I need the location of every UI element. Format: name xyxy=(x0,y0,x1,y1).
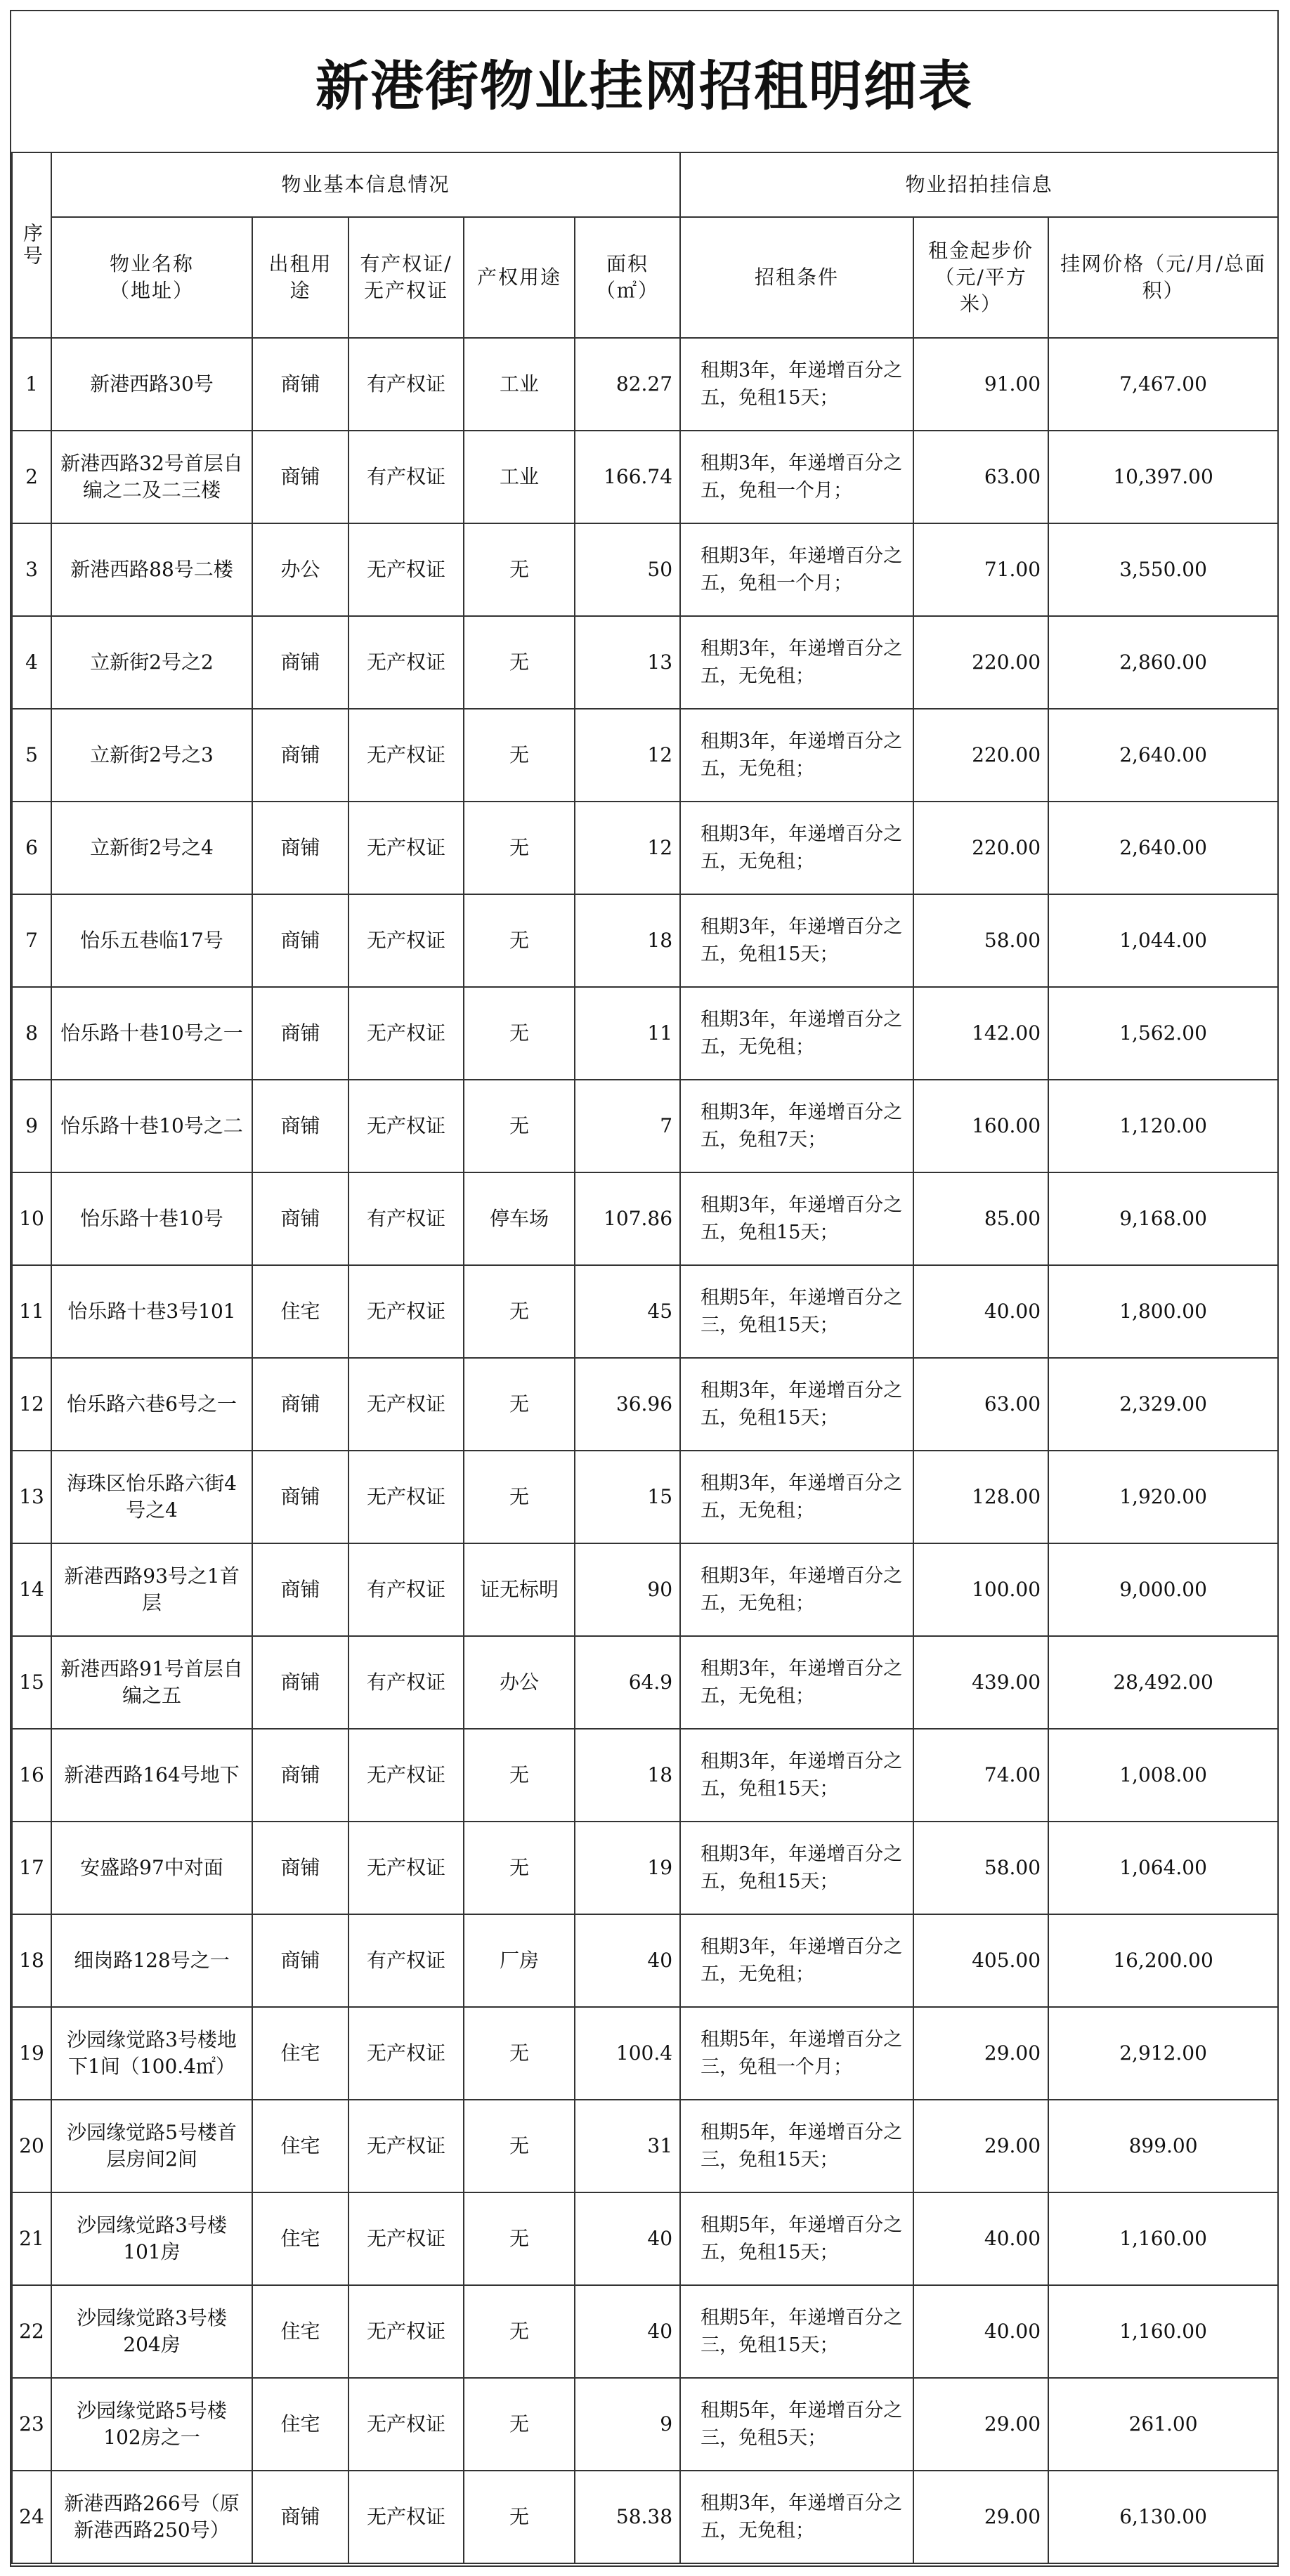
cell-terms: 租期5年，年递增百分之三，免租15天； xyxy=(680,2100,913,2192)
cell-area: 166.74 xyxy=(575,431,680,523)
cell-price-per: 128.00 xyxy=(913,1451,1048,1543)
cell-terms: 租期3年，年递增百分之五，无免租； xyxy=(680,616,913,709)
cell-use: 商铺 xyxy=(252,1358,348,1451)
cell-area: 40 xyxy=(575,2285,680,2378)
cell-cert: 无产权证 xyxy=(348,616,464,709)
table-row xyxy=(12,338,1278,431)
table-row xyxy=(12,2471,1278,2563)
cell-terms: 租期3年，年递增百分之五，免租15天； xyxy=(680,1729,913,1822)
cell-prop-use: 无 xyxy=(464,2471,575,2563)
cell-price-per: 40.00 xyxy=(913,2285,1048,2378)
cell-seq: 5 xyxy=(12,709,51,802)
cell-seq: 18 xyxy=(12,1914,51,2007)
table-row xyxy=(12,1451,1278,1543)
cell-seq: 9 xyxy=(12,1080,51,1172)
cell-price-per: 29.00 xyxy=(913,2007,1048,2100)
cell-terms: 租期5年，年递增百分之三，免租15天； xyxy=(680,2285,913,2378)
cell-price-per: 405.00 xyxy=(913,1914,1048,2007)
table-row xyxy=(12,2378,1278,2471)
cell-terms: 租期3年，年递增百分之五，免租15天； xyxy=(680,1358,913,1451)
cell-use: 商铺 xyxy=(252,709,348,802)
cell-prop-use: 办公 xyxy=(464,1636,575,1729)
header-name: 物业名称 （地址） xyxy=(51,217,252,338)
cell-terms: 租期3年，年递增百分之五，无免租； xyxy=(680,2471,913,2563)
cell-name: 怡乐路十巷10号 xyxy=(51,1172,252,1265)
cell-area: 50 xyxy=(575,523,680,616)
table-row xyxy=(12,709,1278,802)
cell-price-total: 1,160.00 xyxy=(1048,2192,1278,2285)
cell-seq: 3 xyxy=(12,523,51,616)
cell-terms: 租期3年，年递增百分之五，免租7天； xyxy=(680,1080,913,1172)
cell-terms: 租期3年，年递增百分之五，无免租； xyxy=(680,802,913,894)
cell-use: 商铺 xyxy=(252,2471,348,2563)
cell-name: 怡乐路六巷6号之一 xyxy=(51,1358,252,1451)
cell-area: 45 xyxy=(575,1265,680,1358)
cell-use: 商铺 xyxy=(252,1172,348,1265)
cell-price-per: 74.00 xyxy=(913,1729,1048,1822)
table-row xyxy=(12,2285,1278,2378)
cell-cert: 无产权证 xyxy=(348,2285,464,2378)
cell-area: 12 xyxy=(575,709,680,802)
cell-terms: 租期3年，年递增百分之五，无免租； xyxy=(680,987,913,1080)
cell-use: 办公 xyxy=(252,523,348,616)
header-area: 面积（㎡） xyxy=(575,217,680,338)
cell-prop-use: 无 xyxy=(464,1358,575,1451)
table-row xyxy=(12,1729,1278,1822)
cell-cert: 无产权证 xyxy=(348,987,464,1080)
cell-terms: 租期3年，年递增百分之五，无免租； xyxy=(680,1543,913,1636)
cell-prop-use: 无 xyxy=(464,1822,575,1914)
header-seq: 序号 xyxy=(12,152,51,338)
cell-terms: 租期3年，年递增百分之五，免租15天； xyxy=(680,338,913,431)
cell-price-per: 58.00 xyxy=(913,1822,1048,1914)
cell-price-total: 1,064.00 xyxy=(1048,1822,1278,1914)
cell-name: 沙园缘觉路3号楼204房 xyxy=(51,2285,252,2378)
cell-name: 新港西路32号首层自编之二及二三楼 xyxy=(51,431,252,523)
cell-seq: 24 xyxy=(12,2471,51,2563)
cell-price-total: 2,860.00 xyxy=(1048,616,1278,709)
cell-price-per: 220.00 xyxy=(913,802,1048,894)
cell-use: 住宅 xyxy=(252,2100,348,2192)
cell-seq: 20 xyxy=(12,2100,51,2192)
cell-use: 住宅 xyxy=(252,2285,348,2378)
cell-area: 31 xyxy=(575,2100,680,2192)
cell-prop-use: 无 xyxy=(464,1729,575,1822)
cell-area: 12 xyxy=(575,802,680,894)
header-terms: 招租条件 xyxy=(680,217,913,338)
cell-use: 商铺 xyxy=(252,1543,348,1636)
cell-area: 82.27 xyxy=(575,338,680,431)
cell-price-total: 899.00 xyxy=(1048,2100,1278,2192)
cell-cert: 无产权证 xyxy=(348,2100,464,2192)
cell-cert: 无产权证 xyxy=(348,1451,464,1543)
cell-prop-use: 无 xyxy=(464,523,575,616)
cell-price-total: 9,168.00 xyxy=(1048,1172,1278,1265)
cell-seq: 6 xyxy=(12,802,51,894)
cell-prop-use: 无 xyxy=(464,2285,575,2378)
cell-price-total: 1,008.00 xyxy=(1048,1729,1278,1822)
table-row xyxy=(12,894,1278,987)
table-row xyxy=(12,1822,1278,1914)
cell-area: 107.86 xyxy=(575,1172,680,1265)
table-row xyxy=(12,802,1278,894)
cell-price-total: 1,044.00 xyxy=(1048,894,1278,987)
cell-terms: 租期5年，年递增百分之三，免租15天； xyxy=(680,1265,913,1358)
table-row xyxy=(12,1080,1278,1172)
cell-name: 怡乐路十巷3号101 xyxy=(51,1265,252,1358)
cell-seq: 10 xyxy=(12,1172,51,1265)
cell-price-total: 6,130.00 xyxy=(1048,2471,1278,2563)
cell-cert: 有产权证 xyxy=(348,338,464,431)
cell-area: 9 xyxy=(575,2378,680,2471)
cell-prop-use: 无 xyxy=(464,1080,575,1172)
cell-use: 住宅 xyxy=(252,2378,348,2471)
cell-price-total: 2,640.00 xyxy=(1048,709,1278,802)
cell-use: 商铺 xyxy=(252,431,348,523)
cell-prop-use: 无 xyxy=(464,987,575,1080)
cell-cert: 无产权证 xyxy=(348,1080,464,1172)
cell-terms: 租期5年，年递增百分之五，免租15天； xyxy=(680,2192,913,2285)
cell-price-total: 261.00 xyxy=(1048,2378,1278,2471)
cell-price-per: 100.00 xyxy=(913,1543,1048,1636)
cell-price-total: 7,467.00 xyxy=(1048,338,1278,431)
cell-cert: 无产权证 xyxy=(348,2471,464,2563)
cell-use: 商铺 xyxy=(252,1914,348,2007)
cell-seq: 4 xyxy=(12,616,51,709)
header-use: 出租用途 xyxy=(252,217,348,338)
cell-area: 64.9 xyxy=(575,1636,680,1729)
cell-price-total: 10,397.00 xyxy=(1048,431,1278,523)
cell-prop-use: 无 xyxy=(464,1451,575,1543)
cell-name: 怡乐路十巷10号之一 xyxy=(51,987,252,1080)
cell-price-total: 2,640.00 xyxy=(1048,802,1278,894)
cell-name: 沙园缘觉路5号楼首层房间2间 xyxy=(51,2100,252,2192)
cell-terms: 租期3年，年递增百分之五，无免租； xyxy=(680,1636,913,1729)
cell-name: 细岗路128号之一 xyxy=(51,1914,252,2007)
cell-terms: 租期3年，年递增百分之五，免租15天； xyxy=(680,1822,913,1914)
table-row xyxy=(12,987,1278,1080)
cell-area: 58.38 xyxy=(575,2471,680,2563)
cell-seq: 13 xyxy=(12,1451,51,1543)
cell-price-total: 2,912.00 xyxy=(1048,2007,1278,2100)
header-price-per: 租金起步价（元/平方米） xyxy=(913,217,1048,338)
cell-use: 住宅 xyxy=(252,2192,348,2285)
cell-price-per: 58.00 xyxy=(913,894,1048,987)
cell-area: 36.96 xyxy=(575,1358,680,1451)
cell-cert: 无产权证 xyxy=(348,2007,464,2100)
cell-area: 15 xyxy=(575,1451,680,1543)
cell-price-per: 439.00 xyxy=(913,1636,1048,1729)
table-row xyxy=(12,1914,1278,2007)
cell-prop-use: 无 xyxy=(464,2192,575,2285)
cell-seq: 2 xyxy=(12,431,51,523)
cell-cert: 有产权证 xyxy=(348,1172,464,1265)
cell-use: 商铺 xyxy=(252,1080,348,1172)
cell-terms: 租期3年，年递增百分之五，无免租； xyxy=(680,1451,913,1543)
cell-price-per: 220.00 xyxy=(913,616,1048,709)
cell-use: 商铺 xyxy=(252,1822,348,1914)
cell-price-total: 1,800.00 xyxy=(1048,1265,1278,1358)
cell-cert: 无产权证 xyxy=(348,1358,464,1451)
header-cert: 有产权证/无产权证 xyxy=(348,217,464,338)
table-row xyxy=(12,616,1278,709)
cell-name: 怡乐五巷临17号 xyxy=(51,894,252,987)
cell-price-total: 28,492.00 xyxy=(1048,1636,1278,1729)
cell-use: 商铺 xyxy=(252,894,348,987)
table-row xyxy=(12,1172,1278,1265)
cell-seq: 21 xyxy=(12,2192,51,2285)
cell-price-total: 1,120.00 xyxy=(1048,1080,1278,1172)
cell-prop-use: 无 xyxy=(464,802,575,894)
cell-price-total: 2,329.00 xyxy=(1048,1358,1278,1451)
cell-price-per: 29.00 xyxy=(913,2471,1048,2563)
cell-use: 商铺 xyxy=(252,987,348,1080)
cell-cert: 有产权证 xyxy=(348,1636,464,1729)
cell-price-per: 71.00 xyxy=(913,523,1048,616)
cell-cert: 无产权证 xyxy=(348,1265,464,1358)
cell-seq: 11 xyxy=(12,1265,51,1358)
cell-seq: 23 xyxy=(12,2378,51,2471)
cell-area: 100.4 xyxy=(575,2007,680,2100)
cell-price-per: 29.00 xyxy=(913,2378,1048,2471)
cell-name: 沙园缘觉路3号楼地下1间（100.4㎡） xyxy=(51,2007,252,2100)
table-row xyxy=(12,523,1278,616)
cell-name: 立新街2号之2 xyxy=(51,616,252,709)
cell-use: 商铺 xyxy=(252,1729,348,1822)
table-row xyxy=(12,1358,1278,1451)
table-row xyxy=(12,431,1278,523)
cell-area: 40 xyxy=(575,1914,680,2007)
cell-name: 新港西路164号地下 xyxy=(51,1729,252,1822)
cell-area: 7 xyxy=(575,1080,680,1172)
cell-prop-use: 厂房 xyxy=(464,1914,575,2007)
cell-area: 90 xyxy=(575,1543,680,1636)
cell-name: 立新街2号之4 xyxy=(51,802,252,894)
table-body xyxy=(12,338,1278,2563)
cell-cert: 无产权证 xyxy=(348,894,464,987)
header-group-listing: 物业招拍挂信息 xyxy=(680,152,1278,217)
cell-terms: 租期5年，年递增百分之三，免租一个月； xyxy=(680,2007,913,2100)
rental-table xyxy=(11,152,1279,2564)
cell-name: 沙园缘觉路5号楼102房之一 xyxy=(51,2378,252,2471)
cell-prop-use: 无 xyxy=(464,894,575,987)
cell-price-per: 220.00 xyxy=(913,709,1048,802)
cell-prop-use: 工业 xyxy=(464,338,575,431)
cell-cert: 无产权证 xyxy=(348,2192,464,2285)
cell-cert: 无产权证 xyxy=(348,709,464,802)
cell-price-per: 40.00 xyxy=(913,1265,1048,1358)
cell-cert: 无产权证 xyxy=(348,2378,464,2471)
cell-price-per: 63.00 xyxy=(913,1358,1048,1451)
cell-price-per: 160.00 xyxy=(913,1080,1048,1172)
cell-use: 商铺 xyxy=(252,802,348,894)
cell-seq: 22 xyxy=(12,2285,51,2378)
table-row xyxy=(12,1543,1278,1636)
cell-name: 沙园缘觉路3号楼101房 xyxy=(51,2192,252,2285)
cell-seq: 17 xyxy=(12,1822,51,1914)
cell-prop-use: 证无标明 xyxy=(464,1543,575,1636)
cell-prop-use: 无 xyxy=(464,2007,575,2100)
cell-price-total: 3,550.00 xyxy=(1048,523,1278,616)
cell-seq: 15 xyxy=(12,1636,51,1729)
cell-cert: 无产权证 xyxy=(348,802,464,894)
cell-use: 商铺 xyxy=(252,616,348,709)
cell-cert: 有产权证 xyxy=(348,431,464,523)
cell-prop-use: 无 xyxy=(464,1265,575,1358)
cell-seq: 1 xyxy=(12,338,51,431)
cell-prop-use: 无 xyxy=(464,616,575,709)
cell-use: 商铺 xyxy=(252,338,348,431)
cell-seq: 19 xyxy=(12,2007,51,2100)
header-prop-use: 产权用途 xyxy=(464,217,575,338)
cell-price-total: 1,920.00 xyxy=(1048,1451,1278,1543)
header-group-basic: 物业基本信息情况 xyxy=(51,152,680,217)
cell-cert: 有产权证 xyxy=(348,1914,464,2007)
table-row xyxy=(12,2192,1278,2285)
cell-price-per: 142.00 xyxy=(913,987,1048,1080)
cell-terms: 租期3年，年递增百分之五，免租15天； xyxy=(680,1172,913,1265)
cell-price-total: 1,160.00 xyxy=(1048,2285,1278,2378)
cell-use: 商铺 xyxy=(252,1636,348,1729)
cell-seq: 14 xyxy=(12,1543,51,1636)
cell-name: 新港西路93号之1首层 xyxy=(51,1543,252,1636)
cell-prop-use: 工业 xyxy=(464,431,575,523)
cell-name: 新港西路266号（原新港西路250号） xyxy=(51,2471,252,2563)
header-price-total: 挂网价格（元/月/总面积） xyxy=(1048,217,1278,338)
cell-name: 立新街2号之3 xyxy=(51,709,252,802)
table-row xyxy=(12,2007,1278,2100)
cell-price-per: 91.00 xyxy=(913,338,1048,431)
cell-price-total: 1,562.00 xyxy=(1048,987,1278,1080)
cell-name: 新港西路88号二楼 xyxy=(51,523,252,616)
cell-prop-use: 无 xyxy=(464,709,575,802)
cell-price-total: 9,000.00 xyxy=(1048,1543,1278,1636)
cell-use: 住宅 xyxy=(252,1265,348,1358)
cell-use: 住宅 xyxy=(252,2007,348,2100)
cell-terms: 租期3年，年递增百分之五，免租一个月； xyxy=(680,523,913,616)
table-row xyxy=(12,1636,1278,1729)
cell-use: 商铺 xyxy=(252,1451,348,1543)
cell-cert: 无产权证 xyxy=(348,523,464,616)
table-row xyxy=(12,2100,1278,2192)
cell-name: 安盛路97中对面 xyxy=(51,1822,252,1914)
cell-name: 怡乐路十巷10号之二 xyxy=(51,1080,252,1172)
cell-area: 19 xyxy=(575,1822,680,1914)
cell-terms: 租期3年，年递增百分之五，免租一个月； xyxy=(680,431,913,523)
cell-price-total: 16,200.00 xyxy=(1048,1914,1278,2007)
cell-price-per: 63.00 xyxy=(913,431,1048,523)
cell-price-per: 29.00 xyxy=(913,2100,1048,2192)
cell-prop-use: 无 xyxy=(464,2100,575,2192)
cell-price-per: 40.00 xyxy=(913,2192,1048,2285)
cell-area: 13 xyxy=(575,616,680,709)
cell-seq: 16 xyxy=(12,1729,51,1822)
cell-terms: 租期3年，年递增百分之五，免租15天； xyxy=(680,894,913,987)
cell-cert: 有产权证 xyxy=(348,1543,464,1636)
cell-terms: 租期3年，年递增百分之五，无免租； xyxy=(680,1914,913,2007)
cell-cert: 无产权证 xyxy=(348,1729,464,1822)
cell-area: 11 xyxy=(575,987,680,1080)
cell-seq: 8 xyxy=(12,987,51,1080)
table-row xyxy=(12,1265,1278,1358)
cell-name: 新港西路91号首层自编之五 xyxy=(51,1636,252,1729)
cell-area: 40 xyxy=(575,2192,680,2285)
cell-cert: 无产权证 xyxy=(348,1822,464,1914)
cell-area: 18 xyxy=(575,894,680,987)
cell-price-per: 85.00 xyxy=(913,1172,1048,1265)
cell-seq: 12 xyxy=(12,1358,51,1451)
cell-name: 新港西路30号 xyxy=(51,338,252,431)
cell-name: 海珠区怡乐路六街4号之4 xyxy=(51,1451,252,1543)
page-title: 新港街物业挂网招租明细表 xyxy=(315,54,973,117)
cell-terms: 租期3年，年递增百分之五，无免租； xyxy=(680,709,913,802)
cell-prop-use: 无 xyxy=(464,2378,575,2471)
cell-terms: 租期5年，年递增百分之三，免租5天； xyxy=(680,2378,913,2471)
cell-prop-use: 停车场 xyxy=(464,1172,575,1265)
cell-seq: 7 xyxy=(12,894,51,987)
cell-area: 18 xyxy=(575,1729,680,1822)
